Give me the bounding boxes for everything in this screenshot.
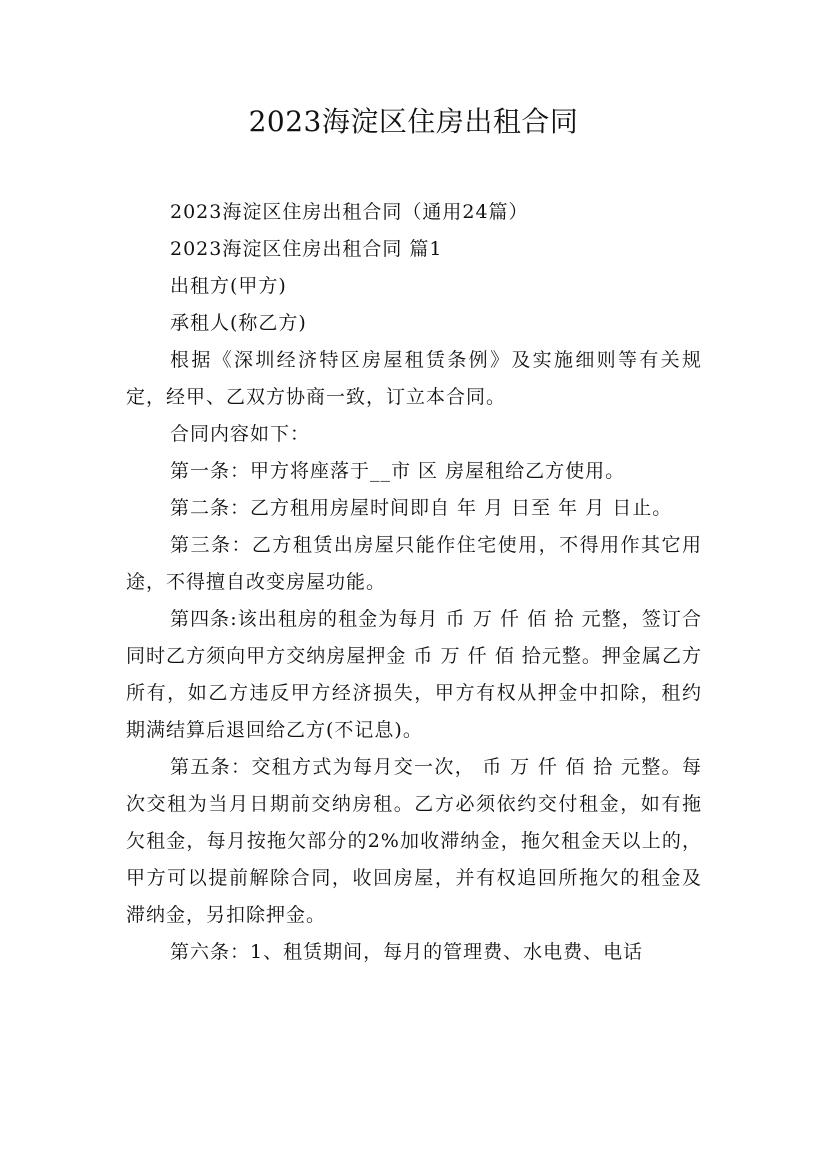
paragraph-lessee: 承租人(称乙方) <box>170 312 307 334</box>
paragraph-article-4: 第四条:该出租房的租金为每月 币 万 仟 佰 拾 元整，签订合同时乙方须向甲方交纳房屋押金 币 万 仟 佰 拾元整。押金属乙方所有，如乙方违反甲方经济损失，甲方有权从押金中扣除，租约期满结算后退回给乙方(不记息)。 <box>126 608 702 741</box>
paragraph-contents-intro: 合同内容如下： <box>170 423 311 445</box>
paragraph-article-2: 第二条：乙方租用房屋时间即自 年 月 日至 年 月 日止。 <box>170 497 673 519</box>
paragraph-subtitle: 2023海淀区住房出租合同（通用24篇） <box>170 201 529 223</box>
document-title: 2023海淀区住房出租合同 <box>248 105 579 138</box>
paragraph-article-5: 第五条：交租方式为每月交一次， 币 万 仟 佰 拾 元整。每次交租为当月日期前交纳房租。乙方必须依约交付租金，如有拖欠租金，每月按拖欠部分的2%加收滞纳金，拖欠租金天以上的，甲方可以提前解除合同，收回房屋，并有权追回所拖欠的租金及滞纳金，另扣除押金。 <box>126 756 702 926</box>
paragraph-article-6: 第六条：1、租赁期间，每月的管理费、水电费、电话 <box>170 941 644 963</box>
paragraph-basis: 根据《深圳经济特区房屋租赁条例》及实施细则等有关规定，经甲、乙双方协商一致，订立本合同。 <box>126 349 702 408</box>
paragraph-article-1: 第一条：甲方将座落于__市 区 房屋租给乙方使用。 <box>170 460 626 482</box>
document-body <box>126 194 702 971</box>
paragraph-lessor: 出租方(甲方) <box>170 275 287 297</box>
paragraph-article-3: 第三条：乙方租赁出房屋只能作住宅使用，不得用作其它用途，不得擅自改变房屋功能。 <box>126 534 702 593</box>
paragraph-section-heading: 2023海淀区住房出租合同 篇1 <box>170 238 443 260</box>
